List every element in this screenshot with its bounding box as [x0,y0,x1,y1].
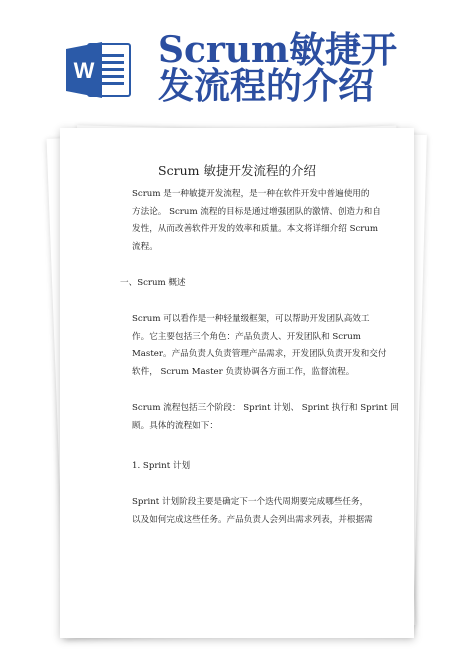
paragraph-line: 作。它主要包括三个角色：产品负责人、开发团队和 Scrum [132,331,361,342]
paragraph-line: Scrum 流程包括三个阶段： Sprint 计划、 Sprint 执行和 Sprint 回 [132,403,399,413]
paragraph-line: Scrum 是一种敏捷开发流程，是一种在软件开发中普遍使用的 [132,189,370,199]
page-title-line-1: Scrum敏捷开 [158,29,398,71]
paragraph-line: 方法论。 Scrum 流程的目标是通过增强团队的激情、创造力和自 [132,206,381,217]
paragraph-line: Master。产品负责人负责管理产品需求，开发团队负责开发和交付 [132,349,387,359]
section-heading: 一、Scrum 概述 [120,278,186,288]
sub-heading: 1. Sprint 计划 [132,461,191,471]
svg-text:W: W [73,58,95,83]
intro-paragraph [132,186,381,256]
paragraph-line: Scrum 可以看作是一种轻量级框架，可以帮助开发团队高效工 [132,314,370,324]
overview-paragraph [132,311,386,381]
header-banner [0,0,474,128]
paragraph-line: 软件， Scrum Master 负责协调各方面工作，监督流程。 [132,366,355,377]
planning-paragraph [132,494,373,529]
paragraph-line: 流程。 [132,241,158,252]
document-title: Scrum 敏捷开发流程的介绍 [158,163,316,178]
page-title-line-2: 发流程的介绍 [158,65,375,107]
paragraph-line: 发性，从而改善软件开发的效率和质量。本文将详细介绍 Scrum [132,224,379,234]
paragraph-line: Sprint 计划阶段主要是确定下一个迭代周期要完成哪些任务， [132,497,369,507]
document-page [60,128,414,638]
word-document-icon [66,40,132,100]
stages-paragraph [132,400,399,435]
paragraph-line: 顾。具体的流程如下： [132,420,218,431]
paragraph-line: 以及如何完成这些任务。产品负责人会列出需求列表，并根据需 [132,514,373,525]
